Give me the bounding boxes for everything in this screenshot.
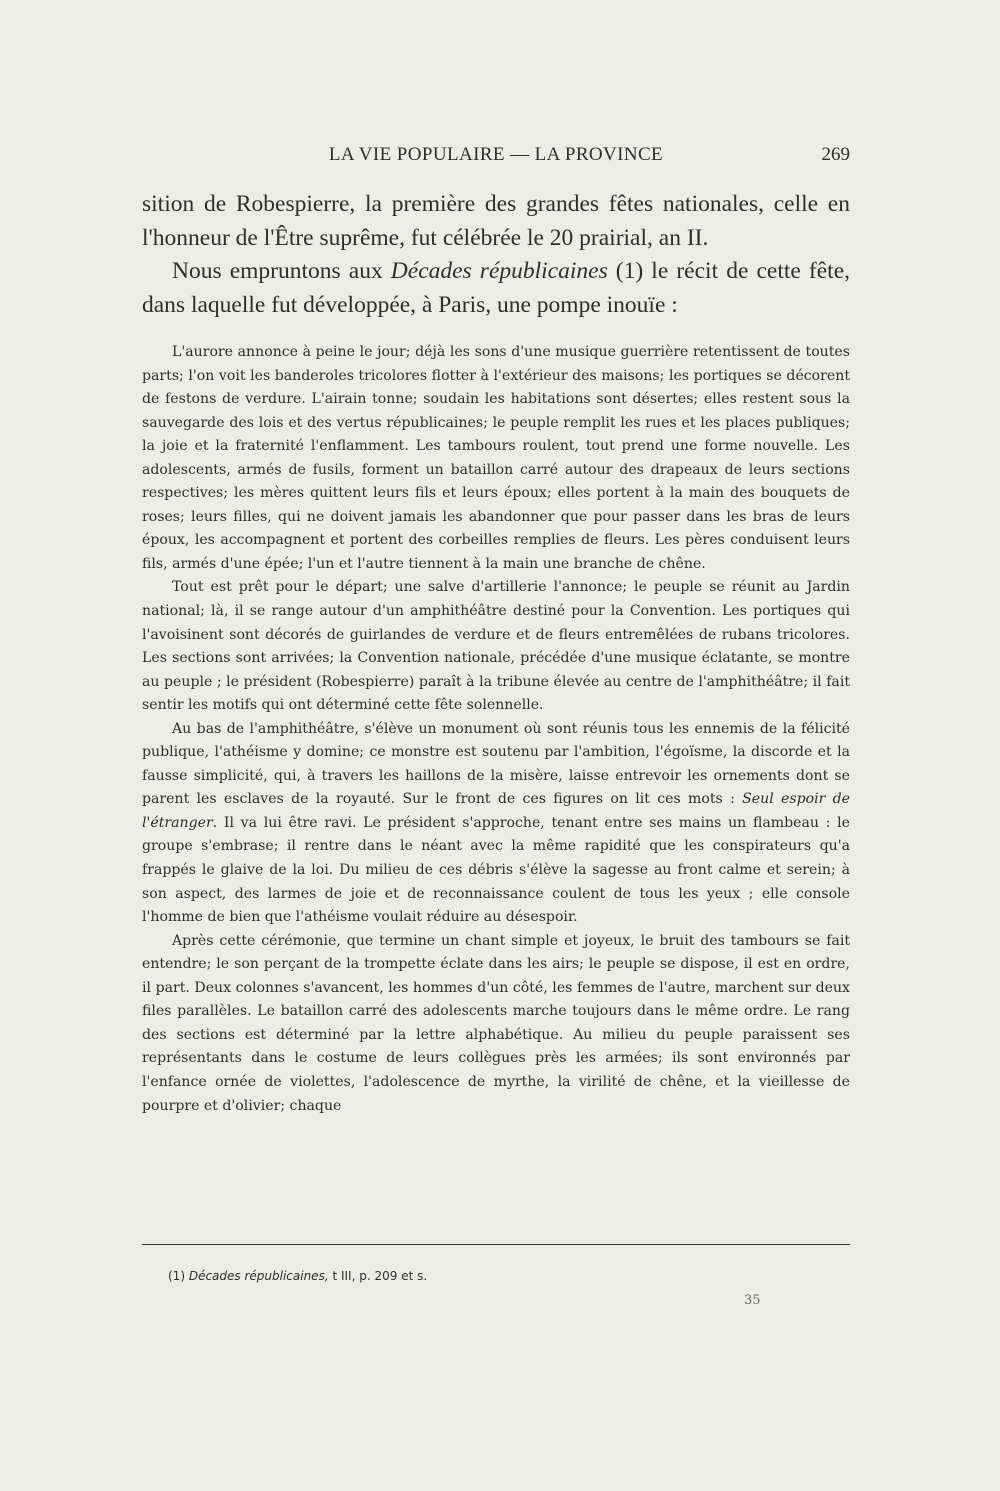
quote-text-run: . Il va lui être ravi. Le président s'approche, tenant entre ses mains un flambeau : le groupe s'embrase; il rentre dans le néant avec la même rapidité que les conspirateurs qu'a frappés le glaive de la loi. Du milieu de ces débris s'élève la sagesse au front calme et serein; à son aspect, des larmes de joie et de reconnaissance coulent de tous les yeux ; elle console l'homme de bien que l'athéisme voulait réduire au désespoir. <box>142 814 850 926</box>
quote-paragraph: Tout est prêt pour le départ; une salve d'artillerie l'annonce; le peuple se réunit au Jardin national; là, il se range autour d'un amphithéâtre destiné pour la Convention. Les portiques qui l'avoisinent sont décorés de guirlandes de verdure et de fleurs entremêlées de rubans tricolores. Les sections sont arrivées; la Convention nationale, précédée d'une musique éclatante, se montre au peuple ; le président (Robespierre) paraît à la tribune élevée au centre de l'amphithéâtre; il fait sentir les motifs qui ont déterminé cette fête solennelle. <box>142 579 850 714</box>
lead-text-run: Nous empruntons aux <box>172 258 391 284</box>
quote-paragraph: L'aurore annonce à peine le jour; déjà les sons d'une musique guerrière retentissent de toutes parts; l'on voit les banderoles tricolores flotter à l'extérieur des maisons; les portiques se décorent de festons de verdure. L'airain tonne; soudain les habitations sont désertes; elles restent sous la sauvegarde des lois et des vertus républicaines; le peuple remplit les rues et les places publiques; la joie et la fraternité l'enflamment. Les tambours roulent, tout prend une forme nouvelle. Les adolescents, armés de fusils, forment un bataillon carré autour des drapeaux de leurs sections respectives; les mères quittent leurs fils et leurs époux; elles portent à la main des bouquets de roses; leurs filles, qui ne doivent jamais les abandonner que pour passer dans les bras de leurs époux, les accompagnent et portent des corbeilles remplies de fleurs. Les pères conduisent leurs fils, armés d'une épée; l'un et l'autre tiennent à la main une branche de chêne. <box>142 344 850 572</box>
quote-text-run: Au bas de l'amphithéâtre, s'élève un monument où sont réunis tous les ennemis de la félicité publique, l'athéisme y domine; ce monstre est soutenu par l'ambition, l'égoïsme, la discorde et la fausse simplicité, qui, à travers les haillons de la misère, laisse entrevoir les ornements dont se parent les esclaves de la royauté. Sur le front de ces figures on lit ces mots : <box>142 720 850 808</box>
page-number: 269 <box>821 144 850 165</box>
footnote-title: Décades républicaines, <box>188 1269 329 1283</box>
quote-paragraph <box>142 718 850 930</box>
footnote-reference: t III, p. 209 et s. <box>328 1269 428 1283</box>
title-italic: Décades républicaines <box>390 258 608 284</box>
lead-text <box>142 188 850 322</box>
inscription-italic: Seul espoir de l'étranger <box>142 791 850 831</box>
lead-text-run: (1) le récit de cette fête, dans laquelle fut développée, à Paris, une pompe inouïe : <box>142 258 850 318</box>
quoted-passage <box>142 341 850 1118</box>
quote-paragraph: Après cette cérémonie, que termine un chant simple et joyeux, le bruit des tambours se fait entendre; le son perçant de la trompette éclate dans les airs; le peuple se dispose, il est en ordre, il part. Deux colonnes s'avancent, les hommes d'un côté, les femmes de l'autre, marchent sur deux files parallèles. Le bataillon carré des adolescents marche toujours dans le même ordre. Le rang des sections est déterminé par la lettre alphabétique. Au milieu du peuple paraissent ses représentants dans le costume de leurs collègues près les armées; ils sont environnés par l'enfance ornée de violettes, l'adolescence de myrthe, la virilité de chêne, et la vieillesse de pourpre et d'olivier; chaque <box>142 932 850 1114</box>
lead-paragraph <box>142 255 850 322</box>
signature-mark: 35 <box>744 1293 761 1308</box>
running-head <box>142 144 850 174</box>
footnote-rule <box>142 1244 850 1245</box>
footnote-marker: (1) <box>168 1269 185 1283</box>
footnote <box>168 1269 768 1283</box>
lead-paragraph: sition de Robespierre, la première des grandes fêtes nationales, celle en l'honneur de l'Être suprême, fut célébrée le 20 prairial, an II. <box>142 191 850 251</box>
running-title: LA VIE POPULAIRE — LA PROVINCE <box>328 144 664 165</box>
